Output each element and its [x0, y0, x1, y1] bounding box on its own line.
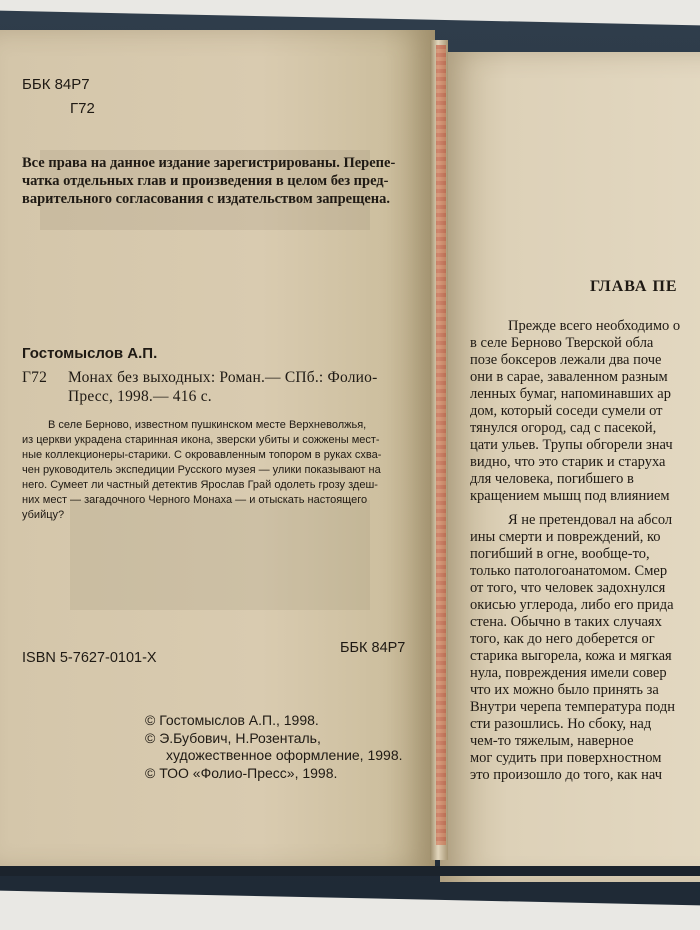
body-line: это произошло до того, как нач: [470, 767, 663, 783]
body-line: окисью углерода, либо его прида: [470, 597, 674, 613]
body-line: ленных бумаг, напоминавших ар: [470, 386, 671, 402]
annotation-line: из церкви украдена старинная икона, зверски убиты и сожжены мест-: [22, 434, 380, 446]
author-mark: Г72: [70, 100, 95, 117]
left-page: [0, 30, 435, 870]
body-line: ины смерти и повреждений, ко: [470, 529, 661, 545]
body-line: видно, что это старик и старуха: [470, 454, 666, 470]
body-line: от того, что человек задохнулся: [470, 580, 666, 596]
spine-edge: [436, 45, 446, 845]
body-line: цати ульев. Трупы обгорели знач: [470, 437, 673, 453]
body-line: того, как до него доберется ог: [470, 631, 655, 647]
body-line: только патологоанатомом. Смер: [470, 563, 668, 579]
copyright-line: © ТОО «Фолио-Пресс», 1998.: [145, 765, 338, 781]
annotation-line: убийцу?: [22, 509, 65, 521]
body-line: что их можно было принять за: [470, 682, 659, 698]
body-line: позе боксеров лежали два поче: [470, 352, 662, 368]
chapter-title: ГЛАВА ПЕ: [590, 278, 678, 295]
body-line: тянулся огород, сад с пасекой,: [470, 420, 657, 436]
annotation-line: чен руководитель экспедиции Русского музея — улики показывают на: [22, 464, 381, 476]
body-line: для человека, погибшего в: [470, 471, 634, 487]
rights-line: варительного согласования с издательством запрещена.: [22, 191, 391, 207]
copyright-line: © Э.Бубович, Н.Розенталь,: [145, 730, 321, 746]
rights-line: Все права на данное издание зарегистрированы. Перепе-: [22, 155, 396, 171]
body-line: Прежде всего необходимо о: [508, 318, 681, 334]
show-through-block: [70, 500, 370, 610]
body-line: дом, который соседи сумели от: [470, 403, 663, 419]
body-line: мог судить при поверхностном: [470, 750, 662, 766]
body-line: сти разошлись. Но сбоку, над: [470, 716, 652, 732]
body-line: кращением мышц под влиянием: [470, 488, 670, 504]
body-line: чем-то тяжелым, наверное: [470, 733, 634, 749]
biblio-line: Монах без выходных: Роман.— СПб.: Фолио-: [68, 369, 378, 386]
bbk-bottom: ББК 84Р7: [340, 640, 406, 656]
annotation-line: ные коллекционеры-старики. С окровавленным топором в руках схва-: [22, 449, 382, 461]
body-line: нула, повреждения имели совер: [470, 665, 667, 681]
biblio-line: Пресс, 1998.— 416 с.: [68, 388, 212, 405]
author-heading: Гостомыслов А.П.: [22, 345, 158, 362]
body-line: Внутри черепа температура подн: [470, 699, 675, 715]
body-line: в селе Берново Тверской обла: [470, 335, 654, 351]
rights-line: чатка отдельных глав и произведения в целом без пред-: [22, 173, 389, 189]
annotation-line: В селе Берново, известном пушкинском месте Верхневолжья,: [48, 419, 367, 431]
right-page: [440, 52, 700, 882]
body-line: они в сарае, заваленном разным: [470, 369, 668, 385]
body-line: погибший в огне, вообще-то,: [470, 546, 650, 562]
annotation-line: них мест — загадочного Черного Монаха — и отыскать настоящего: [22, 494, 368, 506]
isbn: ISBN 5-7627-0101-X: [22, 650, 157, 666]
bbk-code: ББК 84Р7: [22, 76, 90, 93]
biblio-mark: Г72: [22, 369, 48, 386]
body-line: Я не претендовал на абсол: [508, 512, 673, 528]
annotation-line: него. Сумеет ли частный детектив Ярослав Грай одолеть грозу здеш-: [22, 479, 378, 491]
body-line: старика выгорела, кожа и мягкая: [470, 648, 672, 664]
copyright-line: художественное оформление, 1998.: [166, 747, 403, 763]
body-line: стена. Обычно в таких случаях: [470, 614, 662, 630]
book-bottom-edge: [0, 866, 700, 876]
copyright-line: © Гостомыслов А.П., 1998.: [145, 712, 319, 728]
